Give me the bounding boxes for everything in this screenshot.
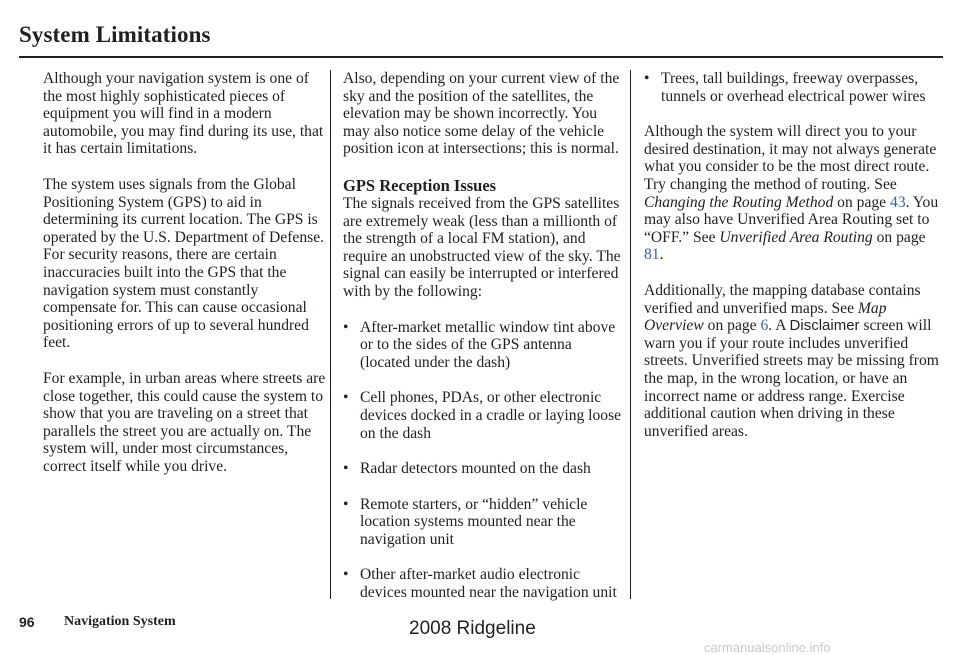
bullet-icon: • [343,389,349,407]
paragraph: Although your navigation system is one of the most highly sophisticated pieces of equipment you will find in a modern automobile, you may find during its use, that it has certain limitations. [43,70,324,158]
page-link[interactable]: 43 [890,193,906,211]
page-number: 96 [19,614,35,630]
column-divider [330,70,331,599]
title-rule [19,56,943,58]
footer-title: Navigation System [64,614,176,629]
interference-list [343,319,623,602]
list-item: • After-market metallic window tint above or to the sides of the GPS antenna (located under the dash) [343,318,616,371]
paragraph: For example, in urban areas where streets are close together, this could cause the system to show that you are traveling on a street that parallels the street you are actually on. The system will, under most circumstances, correct itself while you drive. [43,369,326,475]
list-item: • Cell phones, PDAs, or other electronic devices docked in a cradle or laying loose on the dash [343,389,622,442]
bullet-icon: • [644,70,650,87]
cross-reference: Changing the Routing Method [644,193,834,211]
page-link[interactable]: 81 [644,246,660,264]
paragraph: The signals received from the GPS satellites are extremely weak (less than a millionth of the strength of a local FM station), and require an unobstructed view of the sky. The signal can easily be interrupted or interfered with by the following: [343,194,621,300]
page-title: System Limitations [19,22,211,47]
bullet-icon: • [343,460,349,478]
cross-reference: Unverified Area Routing [719,228,873,246]
list-item: • Radar detectors mounted on the dash [343,460,591,478]
page-link[interactable]: 6 [760,317,769,335]
list-item: • Remote starters, or “hidden” vehicle location systems mounted near the navigation unit [343,495,588,548]
bullet-icon: • [343,566,349,584]
paragraph: Although the system will direct you to your desired destination, it may not always generate what you consider to be the most direct route. Try changing the method of routing. See Changing the Routing Method on page 43. You may also have Unverified Area Routing set to “OFF.” See Unverified Area Routing on page 81. [644,123,939,264]
cross-reference: Map Overview [644,299,887,335]
list-item: • Trees, tall buildings, freeway overpasses, tunnels or overhead electrical power wires [644,70,926,105]
column-3 [644,70,946,458]
column-1 [43,70,328,493]
bullet-icon: • [343,495,349,513]
disclaimer-term: Disclaimer [789,317,860,335]
paragraph: Additionally, the mapping database contains verified and unverified maps. See Map Overview on page 6. A Disclaimer screen will warn you if your route includes unverified streets. Unverified streets may be missing from the map, in the wrong location, or have an incorrect name or address range. Exercise additional caution when driving in these unverified areas. [644,281,939,440]
column-divider [630,70,631,599]
interference-list-continued [644,70,946,105]
paragraph: Also, depending on your current view of the sky and the position of the satellites, the elevation may be shown incorrectly. You may also notice some delay of the vehicle position icon at intersections; this is normal. [343,70,620,158]
column-2 [343,70,623,620]
section-heading: GPS Reception Issues [343,175,497,195]
model-watermark: 2008 Ridgeline [409,618,536,639]
site-watermark: carmanualsonline.info [704,640,831,655]
bullet-icon: • [343,318,349,336]
paragraph: The system uses signals from the Global Positioning System (GPS) to aid in determining its current location. The GPS is operated by the U.S. Department of Defense. For security reasons, there are certain inaccuracies built into the GPS that the navigation system must constantly compensate for. This can cause occasional positioning errors of up to several hundred feet. [43,175,325,352]
list-item: • Other after-market audio electronic devices mounted near the navigation unit [343,566,617,602]
